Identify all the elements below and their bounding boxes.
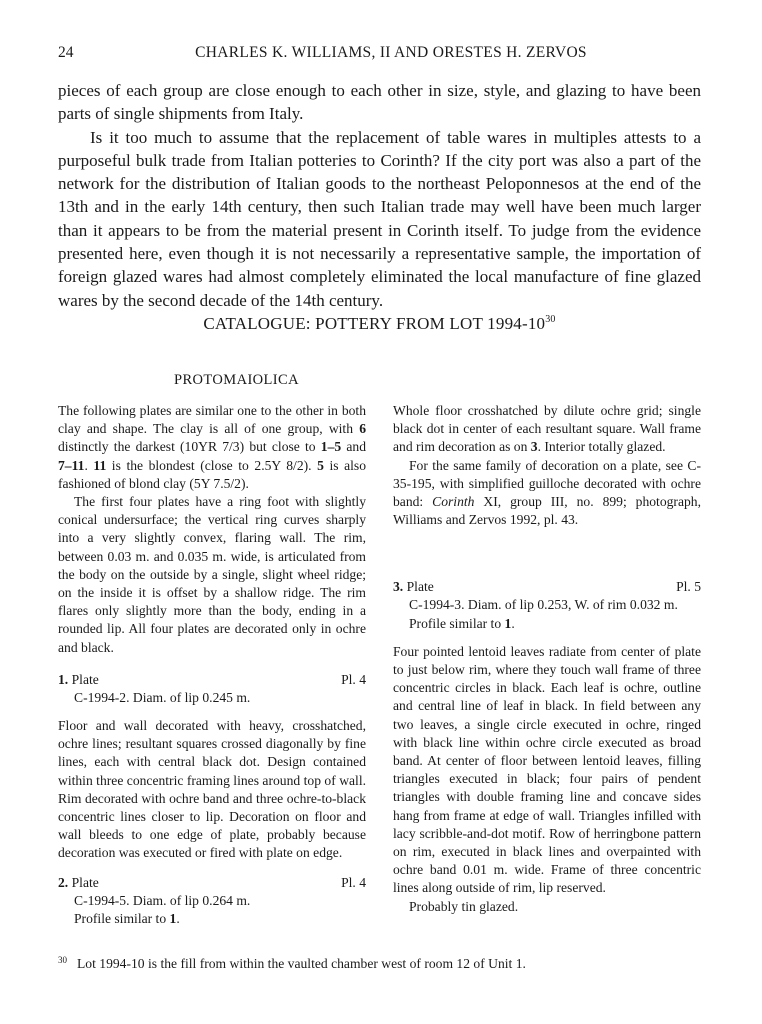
plate-reference: Pl. 5 [676, 579, 701, 595]
footnote-number: 30 [58, 955, 67, 965]
entry-number: 2. [58, 874, 69, 890]
entry-meta: C-1994-2. Diam. of lip 0.245 m. [74, 689, 251, 705]
shape-paragraph: The first four plates have a ring foot with slightly conical undersurface; the vertical ring curves sharply into a very slightly convex, flaring wall. The rim, between 0.03 m. and 0.035 m. wide, is articulated from the body on the outside by a single, slight wheel ridge; on the inside it is offset by a shallow ridge. The rim flares only slightly more than the body, ending in a rounded lip. All four plates are decorated only in ochre and black. [58, 494, 366, 655]
entry-name: Plate [71, 874, 99, 890]
intro-paragraph-1: pieces of each group are close enough to each other in size, style, and glazing to have been parts of single shipments from Italy. [58, 81, 701, 124]
clay-paragraph: The following plates are similar one to the other in both clay and shape. The clay is all of one group, with 6 distinctly the darkest (10YR 7/3) but close to 1–5 and 7–11. 11 is the blondest (close to 2.5Y 8/2). 5 is also fashioned of blond clay (5Y 7.5/2). [58, 403, 367, 491]
catalogue-title: CATALOGUE: POTTERY FROM LOT 1994-10 [203, 314, 546, 333]
intro-text [58, 79, 701, 312]
footnote-reference[interactable]: 30 [545, 314, 556, 325]
running-title: CHARLES K. WILLIAMS, II AND ORESTES H. ZERVOS [195, 44, 587, 61]
catalogue-heading [58, 314, 701, 334]
section-subheading: PROTOMAIOLICA [174, 372, 299, 388]
entry-heading-3 [393, 578, 701, 596]
intro-paragraph-2: Is it too much to assume that the replacement of table wares in multiples attests to a purposeful bulk trade from Italian potteries to Corinth? If the city port was also a part of the network for the distribution of Italian goods to the northeast Peloponnesos at the end of the 13th and in the early 14th century, then such Italian trade may well have been much larger than it appears to be from the material present in Corinth itself. To judge from the evidence presented here, even though it is not necessarily a representative sample, the importation of foreign glazed wares had almost completely eliminated the local manufacture of fine glazed wares by the second decade of the 14th century. [58, 127, 701, 310]
running-header [58, 44, 706, 64]
entry-profile: Profile similar to 1. [74, 910, 180, 926]
plate-reference: Pl. 4 [341, 671, 366, 687]
entry-heading-2 [58, 874, 366, 892]
entry-description: Four pointed lentoid leaves radiate from center of plate to just below rim, where they touch wall frame of three concentric circles in black. Each leaf is ochre, outline and central line of leaf in black. In field between any two leaves, a single circle executed in ochre, ringed with black line within ochre circle executed as broad band. At center of floor between lentoid leaves, filling triangles executed in black; four pairs of pendent triangles with double framing line and concave sides hang from frame at edge of wall. Triangles infilled with lacy scribble-and-dot motif. Row of herringbone pattern on rim, executed in black lines and overpainted with ochre band 0.01 m. wide. Frame of three concentric lines along outside of rim, lip reserved. [393, 643, 701, 896]
comparison-paragraph: For the same family of decoration on a plate, see C-35-195, with simplified guilloche decorated with ochre band: Corinth XI, group III, no. 899; photograph, Williams and Zervos 1992, pl. 43. [393, 457, 701, 528]
continued-description: Whole floor crosshatched by dilute ochre grid; single black dot in center of each resultant square. Wall frame and rim decoration as on 3. Interior totally glazed. [393, 403, 701, 455]
left-column [58, 402, 366, 928]
entry-heading-1 [58, 671, 366, 689]
footnote [58, 955, 708, 972]
entry-description: Floor and wall decorated with heavy, crosshatched, ochre lines; resultant squares crossed diagonally by fine lines, each with central black dot. Design contained within three concentric framing lines around top of wall. Rim decorated with ochre band and three ochre-to-black concentric lines closer to lip. Decoration on floor and wall bleeds to one edge of plate, probably because decoration was executed or fired with plate on edge. [58, 718, 366, 861]
entry-name: Plate [71, 671, 99, 687]
entry-meta: C-1994-3. Diam. of lip 0.253, W. of rim 0.032 m. [409, 597, 678, 613]
plate-reference: Pl. 4 [341, 874, 366, 890]
footnote-text: Lot 1994-10 is the fill from within the vaulted chamber west of room 12 of Unit 1. [77, 956, 526, 971]
right-column [393, 402, 701, 916]
entry-meta: C-1994-5. Diam. of lip 0.264 m. [74, 892, 251, 908]
entry-number: 1. [58, 671, 69, 687]
entry-number: 3. [393, 579, 404, 595]
entry-profile: Profile similar to 1. [409, 615, 515, 631]
page-number: 24 [58, 44, 74, 61]
entry-name: Plate [406, 579, 434, 595]
footnote-divider [58, 944, 208, 945]
glaze-note: Probably tin glazed. [409, 898, 519, 914]
